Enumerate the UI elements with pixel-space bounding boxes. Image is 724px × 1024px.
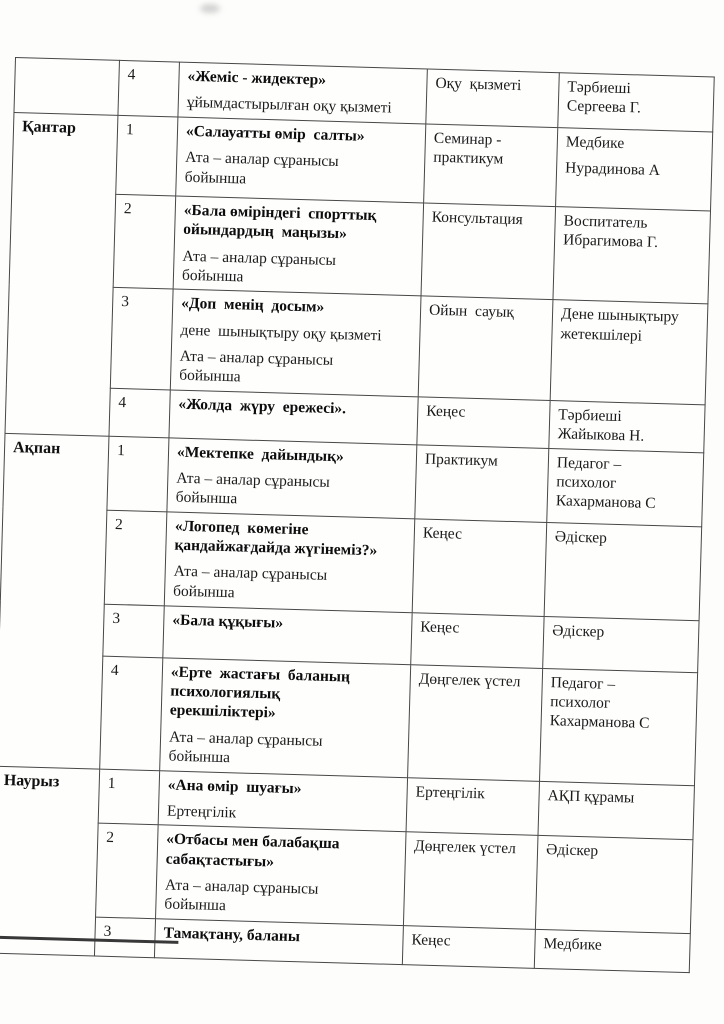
activity-name-cell-text: «Бала құқығы» xyxy=(172,611,284,632)
responsible-cell xyxy=(540,668,698,785)
activity-name-cell xyxy=(164,512,415,613)
activity-form-cell-paragraph xyxy=(429,301,546,324)
activity-form-cell xyxy=(403,832,538,929)
activity-name-cell-text: «Доп менің досым» xyxy=(180,294,325,316)
activity-name-cell-text: бойынша xyxy=(175,488,238,508)
activity-name-cell xyxy=(156,825,407,925)
activity-form-cell-paragraph xyxy=(425,449,542,472)
activity-name-cell xyxy=(176,117,426,203)
responsible-cell-text: Сергеева Г. xyxy=(566,97,642,117)
activity-name-cell xyxy=(158,770,407,832)
activity-name-cell-paragraph xyxy=(165,830,399,875)
responsible-cell-text: Педагог – xyxy=(556,453,622,473)
activity-form-cell xyxy=(426,69,559,127)
responsible-cell-text: жетекшілері xyxy=(560,324,643,345)
activity-form-cell-paragraph xyxy=(414,837,531,860)
responsible-cell-paragraph xyxy=(552,621,692,644)
activity-form-cell-text: Консультация xyxy=(431,208,524,228)
activity-name-cell-paragraph xyxy=(167,775,400,801)
activity-name-cell-text: «Отбасы мен балабақша xyxy=(166,830,340,853)
activity-name-cell-paragraph xyxy=(181,294,414,320)
activity-name-cell-text: Ата – аналар сұранысы xyxy=(179,347,334,369)
responsible-cell xyxy=(538,781,694,840)
activity-name-cell-text: Ата – аналар сұранысы xyxy=(164,876,319,898)
schedule-table-body xyxy=(0,57,714,972)
activity-name-cell xyxy=(169,390,418,445)
activity-form-cell-paragraph xyxy=(411,930,528,953)
activity-form-cell-text: Кеңес xyxy=(422,524,463,543)
responsible-cell-paragraph xyxy=(547,786,687,809)
responsible-cell-text: Тәрбиеші xyxy=(558,406,622,425)
activity-name-cell-paragraph xyxy=(176,469,410,514)
activity-name-cell-text: «Мектепке дайындық» xyxy=(176,443,345,465)
responsible-cell-paragraph xyxy=(563,211,704,254)
schedule-table xyxy=(0,57,715,973)
responsible-cell xyxy=(550,300,708,405)
activity-name-cell-text: Ата – аналар сұранысы xyxy=(182,247,337,269)
responsible-cell-text: Кахарманова С xyxy=(549,712,650,733)
responsible-cell-text: Педагог – xyxy=(550,673,616,693)
activity-name-cell-text: психологиялық xyxy=(170,682,281,703)
activity-name-cell-paragraph xyxy=(178,394,411,420)
responsible-cell-text: психолог xyxy=(556,473,617,492)
responsible-cell-text: Тәрбиеші xyxy=(567,78,632,98)
month-cell xyxy=(14,57,119,115)
activity-name-cell-text: бойынша xyxy=(168,747,231,767)
activity-name-cell-paragraph xyxy=(180,320,413,346)
activity-name-cell-paragraph xyxy=(163,923,396,949)
row-number-cell: 2 xyxy=(96,823,159,918)
month-cell: Наурыз xyxy=(0,766,100,956)
responsible-cell-text: АҚП құрамы xyxy=(547,786,635,807)
activity-name-cell-text: «Салауатты өмір салты» xyxy=(185,122,365,145)
activity-name-cell-text: Ата – аналар сұранысы xyxy=(173,562,328,585)
activity-name-cell-paragraph xyxy=(168,727,402,772)
responsible-cell-text: Медбике xyxy=(565,133,625,152)
activity-name-cell-text: ойындардың маңызы» xyxy=(183,220,348,243)
scan-skew-wrapper xyxy=(0,57,715,973)
responsible-cell-text: Дене шынықтыру xyxy=(560,305,680,326)
activity-form-cell xyxy=(417,397,550,448)
row-number-cell: 4 xyxy=(118,60,180,116)
activity-name-cell-text: «Ерте жастағы баланың xyxy=(170,663,351,686)
activity-form-cell xyxy=(421,203,556,300)
responsible-cell-paragraph xyxy=(560,305,701,348)
activity-form-cell-paragraph xyxy=(420,617,537,640)
responsible-cell-text: Жайыкова Н. xyxy=(557,425,645,445)
row-number-cell: 4 xyxy=(100,656,163,771)
activity-form-cell-text: Дөңгелек үстел xyxy=(418,670,521,690)
responsible-cell-paragraph xyxy=(566,132,706,155)
activity-name-cell-text: Ата – аналар сұранысы xyxy=(168,728,323,750)
activity-name-cell xyxy=(154,918,403,964)
activity-form-cell-paragraph xyxy=(426,401,543,424)
responsible-cell xyxy=(544,522,702,620)
activity-name-cell xyxy=(170,289,421,396)
responsible-cell-text: Нурадинова А xyxy=(564,159,661,180)
responsible-cell xyxy=(558,73,714,132)
activity-form-cell-text: Ойын сауық xyxy=(428,301,515,322)
activity-form-cell-text: Ертеңгілік xyxy=(415,782,486,802)
activity-form-cell-paragraph xyxy=(415,782,532,805)
row-number-cell: 1 xyxy=(98,769,160,825)
activity-name-cell-paragraph xyxy=(174,516,408,561)
activity-name-cell-paragraph xyxy=(164,875,398,920)
row-number-cell: 3 xyxy=(103,604,164,658)
responsible-cell-text: Әдіскер xyxy=(545,841,599,860)
responsible-cell-text: Әдіскер xyxy=(551,621,605,641)
responsible-cell-paragraph xyxy=(567,77,708,120)
activity-form-cell-text: Практикум xyxy=(424,450,499,470)
activity-name-cell-text: Ата – аналар сұранысы xyxy=(185,148,339,171)
responsible-cell-text: психолог xyxy=(549,693,611,712)
responsible-cell-paragraph xyxy=(549,673,691,735)
row-number-cell: 2 xyxy=(113,194,176,289)
activity-name-cell xyxy=(167,437,417,518)
responsible-cell-paragraph xyxy=(556,453,698,515)
activity-name-cell-paragraph xyxy=(173,562,407,607)
month-cell: Ақпан xyxy=(0,433,109,769)
activity-name-cell-text: «Жеміс - жидектер» xyxy=(187,67,327,89)
responsible-cell xyxy=(556,127,713,210)
activity-form-cell xyxy=(418,296,553,400)
activity-name-cell-text: қандайжағдайда жүгінеміз?» xyxy=(174,536,378,560)
month-cell: Қантар xyxy=(5,112,118,436)
responsible-cell-paragraph xyxy=(555,527,695,550)
activity-name-cell-paragraph xyxy=(184,148,418,193)
activity-form-cell xyxy=(411,612,544,668)
responsible-cell-paragraph xyxy=(546,840,686,863)
activity-name-cell-paragraph xyxy=(167,801,400,827)
activity-form-cell xyxy=(402,925,535,968)
activity-name-cell-text: бойынша xyxy=(178,367,241,386)
activity-form-cell-paragraph xyxy=(431,207,548,230)
responsible-cell xyxy=(535,836,693,934)
responsible-cell-paragraph xyxy=(565,159,705,182)
activity-name-cell-text: бойынша xyxy=(164,895,227,915)
row-number-cell: 2 xyxy=(104,510,167,606)
activity-name-cell xyxy=(178,62,427,124)
activity-form-cell-text: Кеңес xyxy=(420,618,460,637)
row-number-cell: 1 xyxy=(107,436,169,512)
activity-name-cell-text: «Бала өміріндегі спорттық xyxy=(183,201,377,224)
activity-form-cell-text: Дөңгелек үстел xyxy=(413,837,517,858)
activity-form-cell-paragraph xyxy=(419,669,536,692)
responsible-cell xyxy=(543,616,699,672)
activity-name-cell-paragraph xyxy=(187,93,420,119)
row-number-cell: 4 xyxy=(109,388,170,437)
responsible-cell-text: Кахарманова С xyxy=(555,492,656,513)
activity-name-cell-text: «Логопед көмегіне xyxy=(174,517,309,538)
activity-form-cell-paragraph xyxy=(423,523,540,546)
activity-name-cell xyxy=(173,196,424,296)
activity-name-cell-text: бойынша xyxy=(172,582,235,602)
activity-name-cell-paragraph xyxy=(172,610,405,636)
activity-name-cell-paragraph xyxy=(179,347,413,392)
activity-name-cell-paragraph xyxy=(186,122,419,148)
activity-form-cell-text: Оқу қызметі xyxy=(435,74,522,95)
responsible-cell-text: Медбике xyxy=(543,934,603,954)
activity-form-cell xyxy=(424,124,558,207)
responsible-cell xyxy=(553,206,711,304)
activity-name-cell-paragraph xyxy=(183,200,417,245)
activity-name-cell xyxy=(160,657,411,777)
row-number-cell: 1 xyxy=(116,115,178,196)
activity-name-cell-text: сабақтастығы» xyxy=(165,850,275,871)
activity-form-cell-text: Кеңес xyxy=(411,931,451,950)
activity-name-cell-paragraph xyxy=(187,67,420,93)
activity-form-cell-text: Семинар - xyxy=(433,129,502,149)
activity-name-cell-text: бойынша xyxy=(181,266,244,286)
activity-form-cell xyxy=(412,518,547,616)
activity-name-cell-text: ұйымдастырылған оқу қызметі xyxy=(186,94,392,117)
activity-form-cell-text: Кеңес xyxy=(426,402,466,421)
activity-name-cell-paragraph xyxy=(177,442,410,468)
activity-name-cell-text: «Жолда жүру ережесі». xyxy=(178,395,347,418)
table-row xyxy=(0,653,698,785)
responsible-cell-text: Ибрагимова Г. xyxy=(562,231,659,252)
activity-name-cell-text: «Ана өмір шуағы» xyxy=(167,776,302,797)
responsible-cell xyxy=(547,448,704,526)
activity-name-cell-text: Ата – аналар сұранысы xyxy=(176,469,330,491)
activity-name-cell-text: Тамақтану, баланы xyxy=(163,924,301,946)
activity-name-cell-text: дене шынықтыру оқу қызметі xyxy=(180,321,382,344)
activity-form-cell-paragraph xyxy=(435,74,552,97)
row-number-cell: 3 xyxy=(94,917,155,958)
activity-name-cell-text: Ертеңгілік xyxy=(166,802,237,822)
activity-name-cell-text: бойынша xyxy=(184,168,247,187)
activity-form-cell xyxy=(415,444,549,522)
responsible-cell xyxy=(549,400,705,452)
activity-form-cell xyxy=(406,777,539,835)
activity-form-cell-text: практикум xyxy=(433,148,504,168)
activity-form-cell xyxy=(408,664,543,781)
responsible-cell xyxy=(534,929,690,972)
activity-form-cell-paragraph xyxy=(433,128,551,170)
responsible-cell-paragraph xyxy=(543,934,683,957)
activity-name-cell-text: ерекшіліктері» xyxy=(169,701,276,722)
scan-smudge xyxy=(200,4,220,13)
responsible-cell-text: Воспитатель xyxy=(563,212,648,232)
row-number-cell: 3 xyxy=(110,288,173,390)
activity-name-cell-paragraph xyxy=(170,662,405,727)
responsible-cell-paragraph xyxy=(557,405,698,448)
responsible-cell-text: Әдіскер xyxy=(554,527,608,547)
activity-name-cell-paragraph xyxy=(182,246,416,291)
activity-name-cell xyxy=(163,605,412,664)
